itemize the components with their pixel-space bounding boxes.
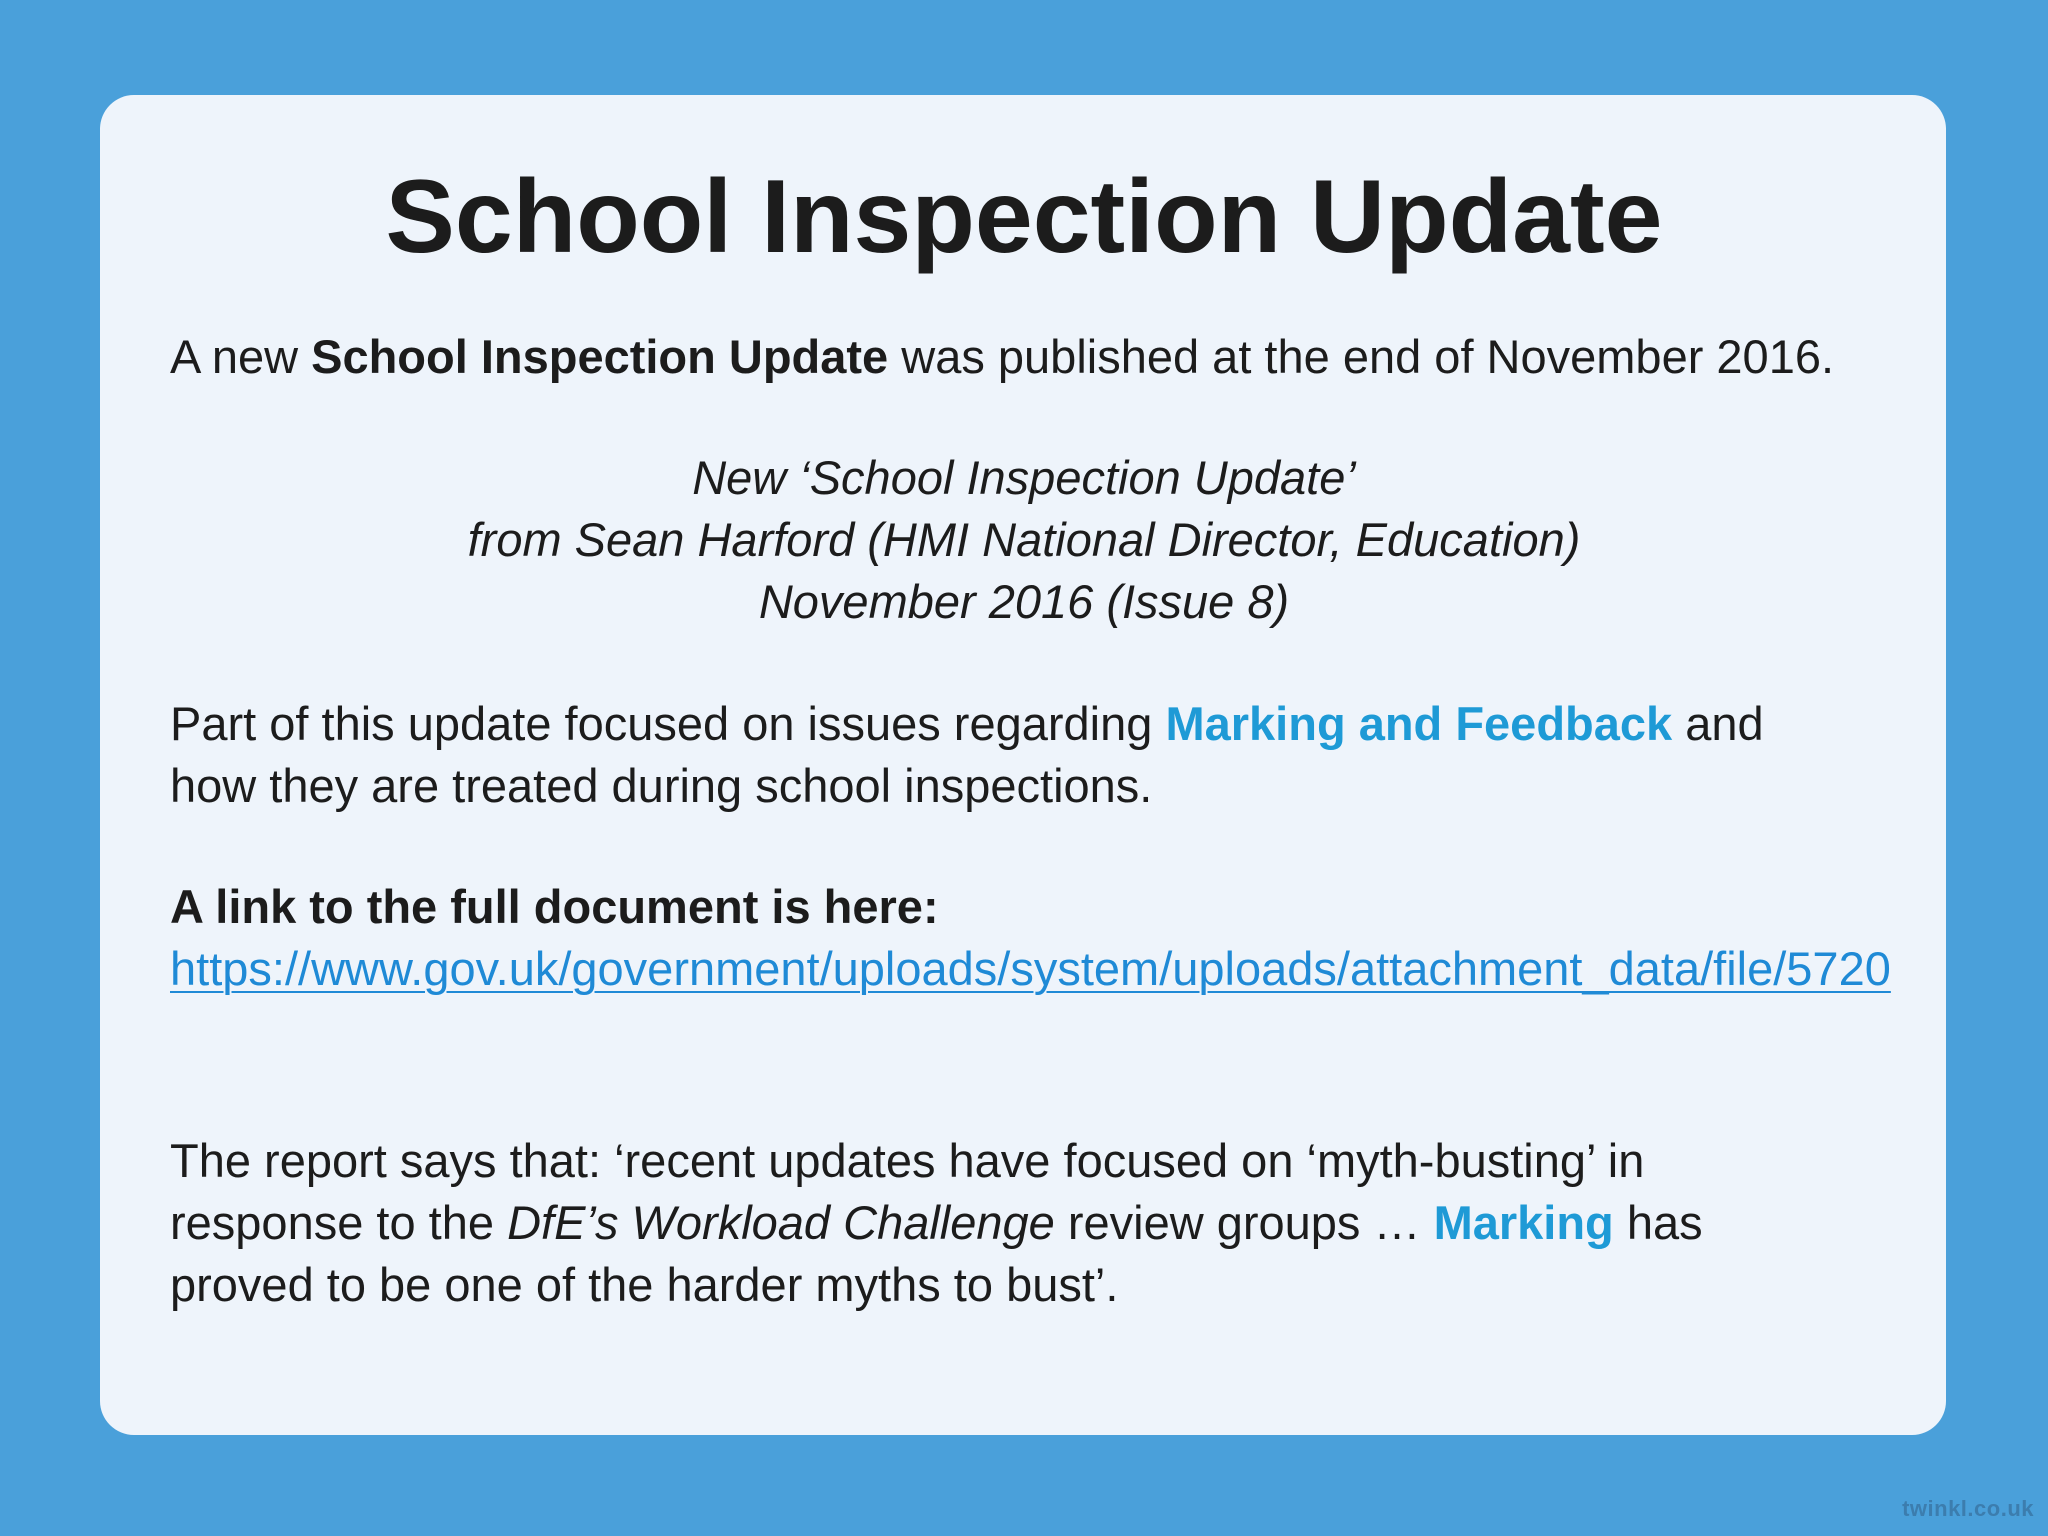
report-line-2-before: response to the: [170, 1196, 508, 1249]
workload-challenge-italic: DfE’s Workload Challenge: [507, 1196, 1055, 1249]
quote-block: [0, 447, 2048, 633]
intro-text-before: A new: [170, 330, 312, 383]
marking-feedback-highlight: Marking and Feedback: [1165, 697, 1673, 750]
report-line-2-after: has: [1613, 1196, 1703, 1249]
quote-line-3: November 2016 (Issue 8): [758, 575, 1290, 628]
focus-paragraph: [170, 693, 1764, 817]
report-paragraph: [170, 1130, 1703, 1316]
report-line-3: proved to be one of the harder myths to bust’.: [170, 1258, 1119, 1311]
report-line-2-mid: review groups …: [1054, 1196, 1434, 1249]
intro-bold-title: School Inspection Update: [311, 330, 889, 383]
focus-text-before: Part of this update focused on issues regarding: [170, 697, 1166, 750]
focus-text-after: and: [1672, 697, 1764, 750]
report-line-1: The report says that: ‘recent updates have focused on ‘myth-busting’ in: [170, 1134, 1645, 1187]
intro-paragraph: [170, 326, 1834, 388]
marking-highlight: Marking: [1433, 1196, 1614, 1249]
slide-title: School Inspection Update: [385, 159, 1663, 275]
quote-line-2: from Sean Harford (HMI National Director, Education): [467, 513, 1581, 566]
intro-text-after: was published at the end of November 2016.: [888, 330, 1835, 383]
link-label: A link to the full document is here:: [170, 880, 939, 933]
twinkl-logo: twinkl.co.uk: [1902, 1496, 2034, 1521]
quote-line-1: New ‘School Inspection Update’: [692, 451, 1356, 504]
focus-line-2: how they are treated during school inspections.: [170, 759, 1153, 812]
document-link[interactable]: https://www.gov.uk/government/uploads/system/uploads/attachment_data/file/5720: [170, 942, 1891, 995]
